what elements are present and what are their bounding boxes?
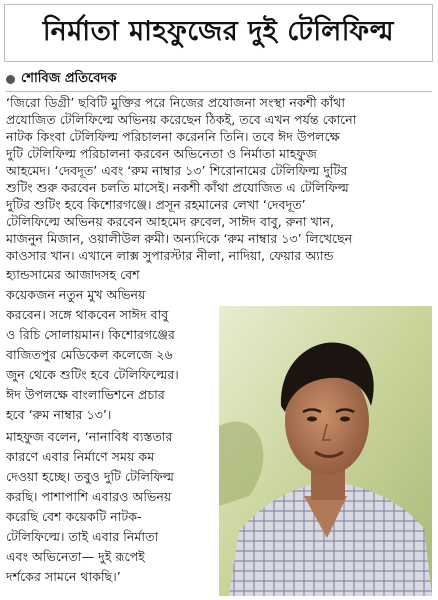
body-line: দেওয়া হচ্ছে। তবুও দুটি টেলিফিল্ম xyxy=(6,469,174,484)
body-line: কারণে এবার নির্মাণে সময় কম xyxy=(6,449,155,464)
portrait-photo xyxy=(219,306,432,596)
body-line: মাহফুজ বলেন, ‘নানাবিধ ব্যস্ততার xyxy=(6,429,173,444)
body-line: আহমেদ। ‘দেবদূত’ এবং ‘রুম নাম্বার ১৩’ শিরোনামের টেলিফিল্ম দুটির xyxy=(6,163,348,178)
body-line: বাজিতপুর মেডিকেল কলেজে ২৬ xyxy=(6,347,173,362)
body-line: দুটি টেলিফিল্ম পরিচালনা করবেন অভিনেতা ও নির্মাতা মাহফুজ xyxy=(6,146,317,161)
headline: নির্মাতা মাহফুজের দুই টেলিফিল্ম xyxy=(4,4,433,62)
body-line: কয়েকজন নতুন মুখ অভিনয় xyxy=(6,287,146,302)
body-line: করেছি বেশ কয়েকটি নাটক- xyxy=(6,509,142,524)
body-line: ঈদ উপলক্ষে বাংলাভিশনে প্রচার xyxy=(6,387,165,402)
byline xyxy=(6,70,116,88)
body-line: ‘জিরো ডিগ্রী’ ছবিটি মুক্তির পরে নিজের প্রযোজনা সংস্থা নকশী কাঁথা xyxy=(6,95,346,110)
body-line: এবং অভিনেতা— দুই রূপেই xyxy=(6,549,145,564)
bullet-icon xyxy=(6,75,15,84)
divider xyxy=(6,91,432,92)
body-line: দর্শকের সামনে থাকছি।’ xyxy=(6,569,121,584)
body-line: করবেন। সঙ্গে থাকবেন সাঈদ বাবু xyxy=(6,307,169,322)
body-line: মাজনুন মিজান, ওয়ালীউল রুমী। অন্যদিকে ‘রুম নাম্বার ১৩’ লিখেছেন xyxy=(6,231,353,246)
portrait-illustration xyxy=(219,306,432,596)
body-line: হ্যান্ডসামের আজাদসহ বেশ xyxy=(6,267,140,282)
body-line: টেলিফিল্মে অভিনয় করবেন আহমেদ রুবেল, সাঈদ বাবু, রুনা খান, xyxy=(6,214,335,229)
body-line: দুটির শুটিং হবে কিশোরগঞ্জে। প্রসূন রহমানের লেখা ‘দেবদূত’ xyxy=(6,197,306,212)
body-line: টেলিফিল্মে। তাই এবার নির্মাতা xyxy=(6,529,159,544)
body-line: শুটিং শুরু করবেন চলতি মাসেই। নকশী কাঁথা প্রযোজিত এ টেলিফিল্ম xyxy=(6,180,349,195)
body-line: করছি। পাশাপাশি এবারও অভিনয় xyxy=(6,489,172,504)
body-line: নাটক কিংবা টেলিফিল্ম পরিচালনা করেননি তিনি। তবে ঈদ উপলক্ষে xyxy=(6,129,340,144)
body-line: কাওসার খান। এখানে লাক্স সুপারস্টার নীলা, নাদিয়া, ফেয়ার অ্যান্ড xyxy=(6,248,334,263)
body-line: হবে ‘রুম নাম্বার ১৩’। xyxy=(6,407,112,422)
body-line: জুন থেকে শুটিং হবে টেলিফিল্মের। xyxy=(6,367,179,382)
body-line: ও রিচি সোলায়মান। কিশোরগঞ্জের xyxy=(6,327,175,342)
byline-text: শোবিজ প্রতিবেদক xyxy=(21,70,117,86)
body-line: প্রযোজিত টেলিফিল্মে অভিনয় করেছেন ঠিকই, তবে এখন পর্যন্ত কোনো xyxy=(6,112,357,127)
